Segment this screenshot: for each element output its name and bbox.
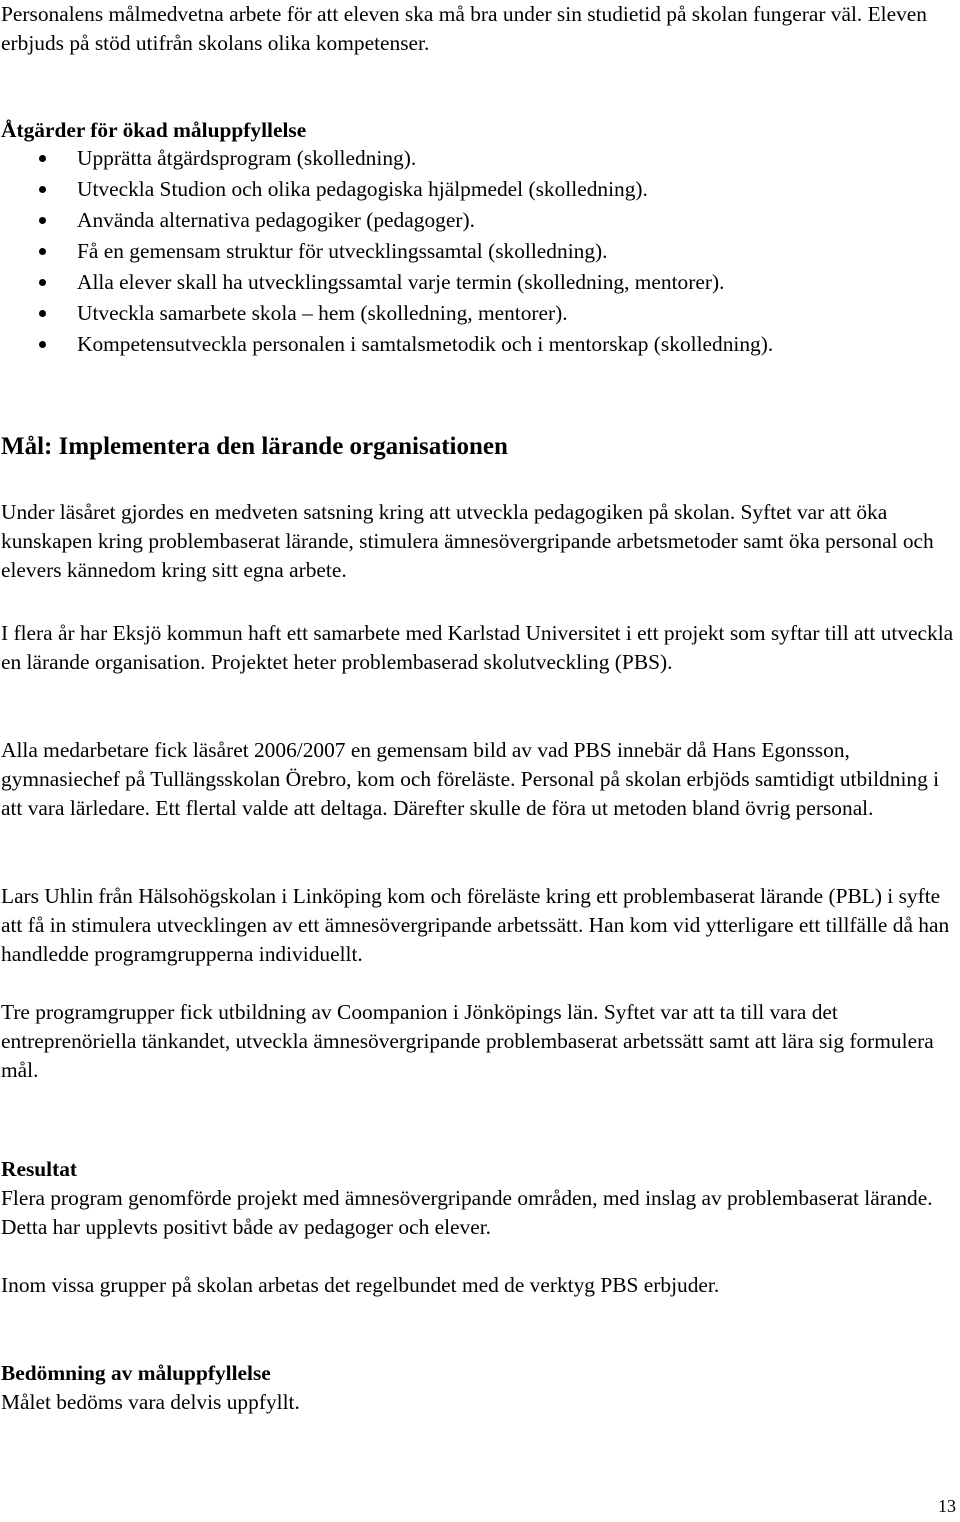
intro-paragraph: Personalens målmedvetna arbete för att eleven ska må bra under sin studietid på skolan fungerar väl. Eleven erbjuds på stöd utifrån skolans olika kompetenser. bbox=[1, 2, 928, 55]
goal-paragraph-4: Lars Uhlin från Hälsohögskolan i Linköping kom och föreläste kring ett problembaserat lärande (PBL) i syfte att få in stimulera utvecklingen av ett ämnesövergripande arbetssätt. Han kom vid ytterligare ett tillfälle då han handledde programgrupperna individuellt. bbox=[1, 884, 950, 966]
goal-heading: Mål: Implementera den lärande organisationen bbox=[1, 433, 508, 460]
bullet-icon bbox=[39, 248, 46, 255]
actions-list bbox=[0, 144, 958, 361]
bullet-icon bbox=[39, 217, 46, 224]
list-item: Kompetensutveckla personalen i samtalsmetodik och i mentorskap (skolledning). bbox=[0, 330, 958, 361]
bullet-icon bbox=[39, 186, 46, 193]
list-item: Alla elever skall ha utvecklingssamtal varje termin (skolledning, mentorer). bbox=[0, 268, 958, 299]
goal-paragraph-1: Under läsåret gjordes en medveten satsning kring att utveckla pedagogiken på skolan. Syftet var att öka kunskapen kring problembaserat lärande, stimulera ämnesövergripande arbetsmetoder samt öka personal och elevers kännedom kring sitt egna arbete. bbox=[1, 500, 934, 582]
page-number: 13 bbox=[938, 1496, 956, 1516]
actions-heading: Åtgärder för ökad måluppfyllelse bbox=[1, 118, 307, 142]
assessment-text: Målet bedöms vara delvis uppfyllt. bbox=[1, 1390, 300, 1414]
bullet-icon bbox=[39, 341, 46, 348]
goal-paragraph-2: I flera år har Eksjö kommun haft ett samarbete med Karlstad Universitet i ett projekt som syftar till att utveckla en lärande organisation. Projektet heter problembaserad skolutveckling (PBS). bbox=[1, 621, 954, 674]
list-item: Utveckla samarbete skola – hem (skolledning, mentorer). bbox=[0, 299, 958, 330]
bullet-icon bbox=[39, 279, 46, 286]
goal-paragraph-5: Tre programgrupper fick utbildning av Coompanion i Jönköpings län. Syftet var att ta till vara det entreprenöriella tänkandet, utveckla ämnesövergripande problembaserat arbetssätt samt att lära sig formulera mål. bbox=[1, 1000, 934, 1082]
list-item: Få en gemensam struktur för utvecklingssamtal (skolledning). bbox=[0, 237, 958, 268]
bullet-icon bbox=[39, 310, 46, 317]
assessment-heading: Bedömning av måluppfyllelse bbox=[1, 1361, 271, 1385]
result-paragraph-2: Inom vissa grupper på skolan arbetas det regelbundet med de verktyg PBS erbjuder. bbox=[1, 1273, 720, 1297]
list-item: Använda alternativa pedagogiker (pedagoger). bbox=[0, 206, 958, 237]
result-heading: Resultat bbox=[1, 1157, 78, 1181]
list-item: Upprätta åtgärdsprogram (skolledning). bbox=[0, 144, 958, 175]
goal-paragraph-3: Alla medarbetare fick läsåret 2006/2007 en gemensam bild av vad PBS innebär då Hans Egonsson, gymnasiechef på Tullängsskolan Örebro, kom och föreläste. Personal på skolan erbjöds samtidigt utbildning i att vara lärledare. Ett flertal valde att deltaga. Därefter skulle de föra ut metoden bland övrig personal. bbox=[1, 738, 940, 820]
list-item: Utveckla Studion och olika pedagogiska hjälpmedel (skolledning). bbox=[0, 175, 958, 206]
result-paragraph-1: Flera program genomförde projekt med ämnesövergripande områden, med inslag av problembaserat lärande. Detta har upplevts positivt både av pedagoger och elever. bbox=[1, 1186, 933, 1239]
bullet-icon bbox=[39, 155, 46, 162]
